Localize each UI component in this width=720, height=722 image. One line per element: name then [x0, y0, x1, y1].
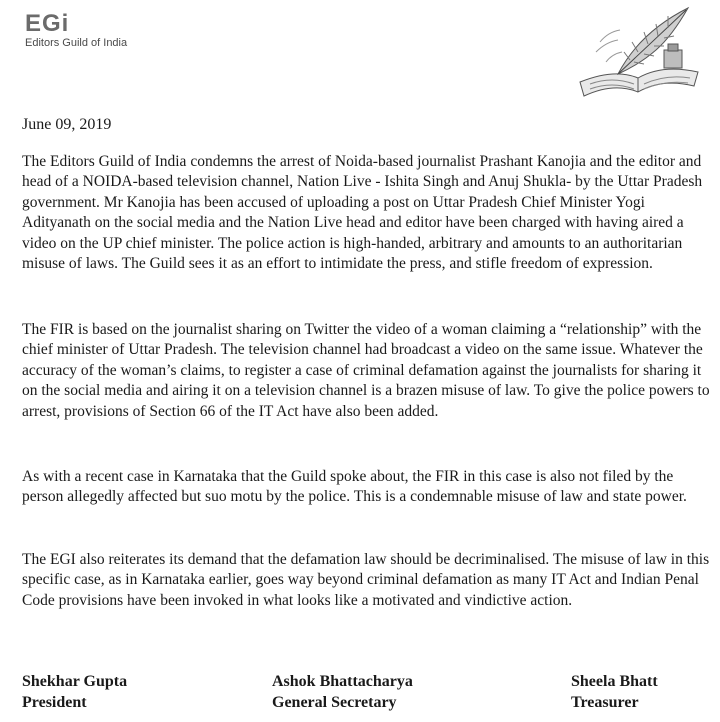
paragraph-defamation-demand: The EGI also reiterates its demand that the defamation law should be decriminalised. The misuse of law in this specific case, as in Karnataka earlier, goes way beyond criminal defamation as many IT Act and Indian Penal Code provisions have been invoked in what looks like a motivated and vindictive action. [22, 551, 710, 609]
signatory-title: President [22, 694, 87, 711]
quill-and-book-icon [560, 2, 710, 102]
signatory-title: Treasurer [571, 694, 639, 711]
logo-subtitle: Editors Guild of India [25, 37, 128, 49]
press-release-date: June 09, 2019 [22, 116, 112, 133]
signatory-name: Sheela Bhatt [571, 673, 658, 690]
logo-mark: EGi [25, 10, 70, 37]
signatory-name: Ashok Bhattacharya [272, 673, 413, 690]
egi-logo [25, 12, 127, 49]
signatory-treasurer [571, 671, 658, 713]
paragraph-karnataka-case: As with a recent case in Karnataka that the Guild spoke about, the FIR in this case is also not filed by the person allegedly affected but suo motu by the police. This is a condemnable misuse of law and state power. [22, 468, 687, 506]
paragraph-condemnation: The Editors Guild of India condemns the arrest of Noida-based journalist Prashant Kanojia and the editor and head of a NOIDA-based television channel, Nation Live - Ishita Singh and Anuj Shukla- by the Uttar Pradesh government. Mr Kanojia has been accused of uploading a post on Uttar Pradesh Chief Minister Yogi Adityanath on the social media and the Nation Live head and editor have been charged with having aired a video on the UP chief minister. The police action is high-handed, arbitrary and amounts to an authoritarian misuse of laws. The Guild sees it as an effort to intimidate the press, and stifle freedom of expression. [22, 153, 703, 273]
signatory-president [22, 671, 127, 713]
paragraph-fir-details: The FIR is based on the journalist sharing on Twitter the video of a woman claiming a “relationship” with the chief minister of Uttar Pradesh. The television channel had broadcast a video on the same issue. Whatever the accuracy of the woman’s claims, to register a case of criminal defamation against the journalists for sharing it on the social media and airing it on a television channel is a brazen misuse of law. To give the police powers to arrest, provisions of Section 66 of the IT Act have also been added. [22, 321, 710, 420]
signatory-title: General Secretary [272, 694, 397, 711]
signatory-name: Shekhar Gupta [22, 673, 128, 690]
signatory-general-secretary [272, 671, 413, 713]
